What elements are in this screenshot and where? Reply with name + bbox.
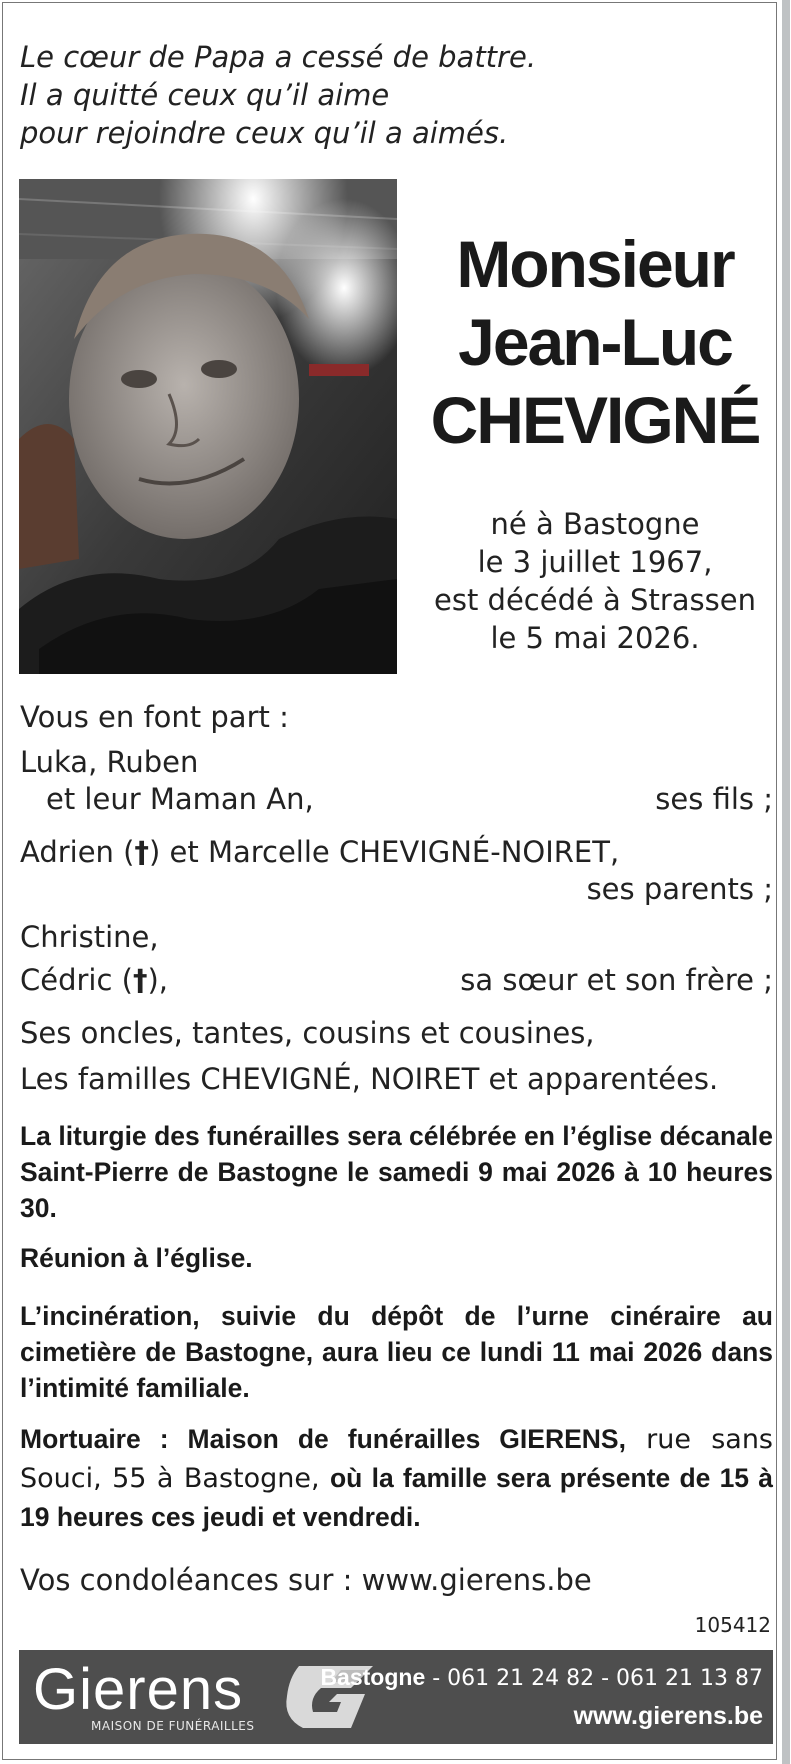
logo-subtitle: MAISON DE FUNÉRAILLES — [91, 1719, 255, 1733]
parents-name-b: ) et Marcelle CHEVIGNÉ-NOIRET, — [148, 835, 620, 869]
epitaph — [20, 38, 580, 152]
footer-city: Bastogne — [320, 1664, 426, 1690]
mortuary-presence: où la famille sera présente de 15 à 19 heures ces jeudi et vendredi. — [20, 1463, 773, 1532]
death-line: est décédé à Strassen — [434, 583, 756, 617]
portrait-photo — [19, 179, 397, 674]
cremation-paragraph: L’incinération, suivie du dépôt de l’urne cinéraire au cimetière de Bastogne, aura lieu ce lundi 11 mai 2026 dans l’intimité familiale. — [20, 1301, 773, 1403]
deceased-last-name: CHEVIGNÉ — [430, 383, 760, 457]
parents-role: ses parents ; — [586, 872, 773, 906]
brother-line — [20, 961, 168, 999]
announcement-intro: Vous en font part : — [20, 700, 289, 734]
epitaph-line: Le cœur de Papa a cessé de battre. — [20, 40, 537, 74]
deceased-title: Monsieur — [456, 227, 734, 301]
mortuary-paragraph — [20, 1420, 773, 1537]
sons-names: Luka, Ruben — [20, 745, 199, 779]
sons-mother: et leur Maman An, — [46, 782, 314, 816]
birth-line: né à Bastogne — [490, 507, 700, 541]
mortuary-name: Mortuaire : Maison de funérailles GIERENS, — [20, 1424, 626, 1454]
sons-role: ses fils ; — [655, 782, 773, 816]
liturgy-paragraph: La liturgie des funérailles sera célébrée en l’église décanale Saint-Pierre de Bastogne le samedi 9 mai 2026 à 10 heures 30. — [20, 1121, 773, 1223]
footer-phones: - 061 21 24 82 - 061 21 13 87 — [425, 1666, 763, 1691]
meeting-paragraph: Réunion à l’église. — [20, 1243, 253, 1273]
extended-family-1: Ses oncles, tantes, cousins et cousines, — [20, 1016, 595, 1050]
sister-name: Christine, — [20, 920, 159, 954]
condolences-line: Vos condoléances sur : www.gierens.be — [20, 1563, 592, 1597]
cross-icon: † — [132, 963, 148, 997]
epitaph-line: pour rejoindre ceux qu’il a aimés. — [20, 116, 509, 150]
birth-death-details — [420, 505, 770, 657]
deceased-name — [420, 225, 770, 459]
brother-name-a: Cédric ( — [20, 963, 133, 997]
gierens-logo: Gierens — [33, 1657, 244, 1722]
reference-number: 105412 — [694, 1613, 771, 1637]
parents-name-a: Adrien ( — [20, 835, 135, 869]
extended-family-2: Les familles CHEVIGNÉ, NOIRET et apparentées. — [20, 1062, 719, 1096]
funeral-home-footer — [19, 1650, 773, 1744]
footer-website-link[interactable]: www.gierens.be — [573, 1702, 763, 1730]
parents-line — [20, 833, 619, 871]
death-line: le 5 mai 2026. — [490, 621, 700, 655]
epitaph-line: Il a quitté ceux qu’il aime — [20, 78, 390, 112]
deceased-first-name: Jean-Luc — [458, 305, 732, 379]
siblings-role: sa sœur et son frère ; — [460, 963, 773, 997]
cross-icon: † — [134, 835, 149, 869]
mortuary-address: rue sans Souci, 55 à Bastogne, — [20, 1424, 774, 1494]
brother-name-b: ), — [147, 963, 169, 997]
birth-line: le 3 juillet 1967, — [477, 545, 713, 579]
contact-phones — [320, 1664, 763, 1691]
side-rule — [782, 0, 790, 1764]
